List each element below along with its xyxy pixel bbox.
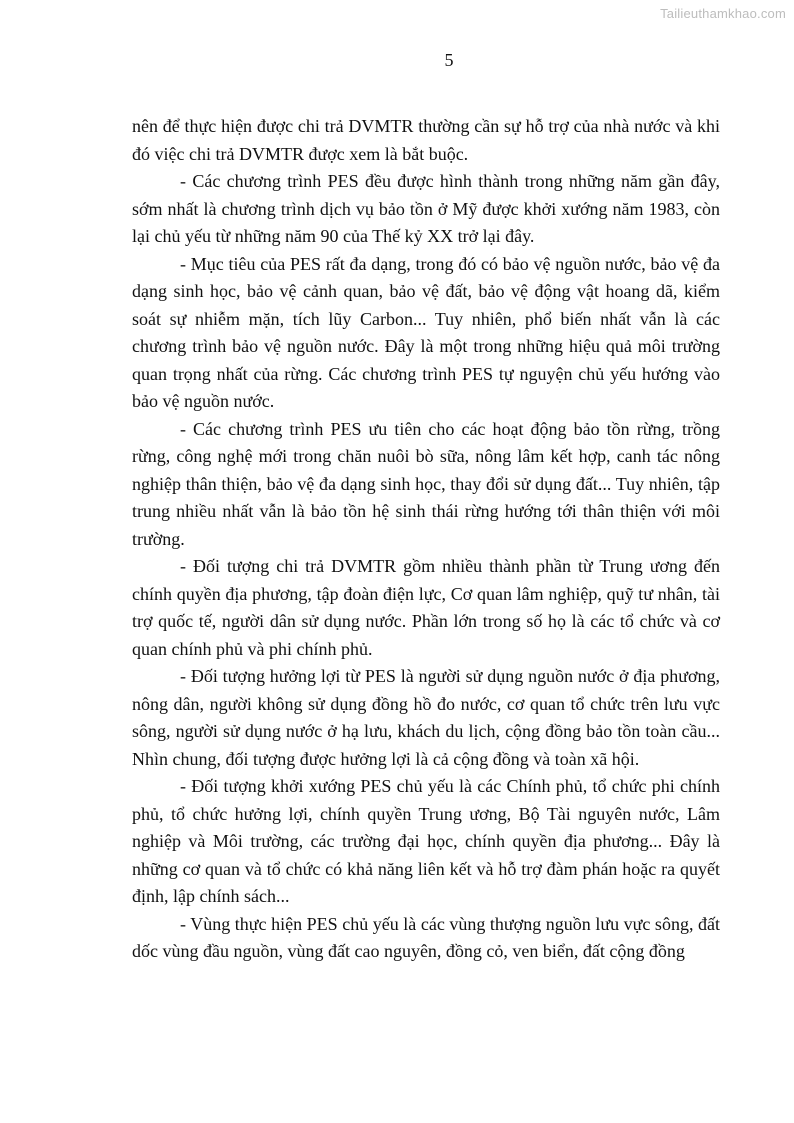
document-body: [132, 113, 720, 966]
paragraph: - Đối tượng khởi xướng PES chủ yếu là các Chính phủ, tổ chức phi chính phủ, tổ chức hưởng lợi, chính quyền Trung ương, Bộ Tài nguyên nước, Lâm nghiệp và Môi trường, các trường đại học, chính quyền địa phương... Đây là những cơ quan và tổ chức có khả năng liên kết và hỗ trợ đàm phán hoặc ra quyết định, lập chính sách...: [132, 776, 720, 906]
paragraph: - Các chương trình PES đều được hình thành trong những năm gần đây, sớm nhất là chương trình dịch vụ bảo tồn ở Mỹ được khởi xướng năm 1983, còn lại chủ yếu từ những năm 90 của Thế kỷ XX trở lại đây.: [132, 171, 720, 246]
paragraph: - Vùng thực hiện PES chủ yếu là các vùng thượng nguồn lưu vực sông, đất dốc vùng đầu nguồn, vùng đất cao nguyên, đồng cỏ, ven biển, đất cộng đồng: [132, 913, 720, 961]
paragraph: - Các chương trình PES ưu tiên cho các hoạt động bảo tồn rừng, trồng rừng, công nghệ mới trong chăn nuôi bò sữa, nông lâm kết hợp, canh tác nông nghiệp thân thiện, bảo vệ đa dạng sinh học, thay đổi sử dụng đất... Tuy nhiên, tập trung nhiều nhất vẫn là bảo tồn hệ sinh thái rừng hướng tới thân thiện với môi trường.: [132, 418, 720, 549]
paragraph: - Đối tượng hưởng lợi từ PES là người sử dụng nguồn nước ở địa phương, nông dân, người không sử dụng đồng hồ đo nước, cơ quan tổ chức trên lưu vực sông, người sử dụng nước ở hạ lưu, khách du lịch, cộng đồng bảo tồn toàn cầu... Nhìn chung, đối tượng được hưởng lợi là cả cộng đồng và toàn xã hội.: [132, 666, 720, 769]
paragraph: - Mục tiêu của PES rất đa dạng, trong đó có bảo vệ nguồn nước, bảo vệ đa dạng sinh học, bảo vệ cảnh quan, bảo vệ đất, bảo vệ động vật hoang dã, kiểm soát sự nhiễm mặn, tích lũy Carbon... Tuy nhiên, phổ biến nhất vẫn là các chương trình bảo vệ nguồn nước. Đây là một trong những hiệu quả môi trường quan trọng nhất của rừng. Các chương trình PES tự nguyện chủ yếu hướng vào bảo vệ nguồn nước.: [132, 253, 720, 411]
paragraph: - Đối tượng chi trả DVMTR gồm nhiều thành phần từ Trung ương đến chính quyền địa phương, tập đoàn điện lực, Cơ quan lâm nghiệp, quỹ tư nhân, tài trợ quốc tế, người dân sử dụng nước. Phần lớn trong số họ là các tổ chức và cơ quan chính phủ và phi chính phủ.: [132, 556, 720, 659]
page-number: 5: [444, 50, 454, 70]
watermark: Tailieuthamkhao.com: [660, 6, 786, 21]
paragraph: nên để thực hiện được chi trả DVMTR thường cần sự hỗ trợ của nhà nước và khi đó việc chi trả DVMTR được xem là bắt buộc.: [132, 116, 720, 164]
